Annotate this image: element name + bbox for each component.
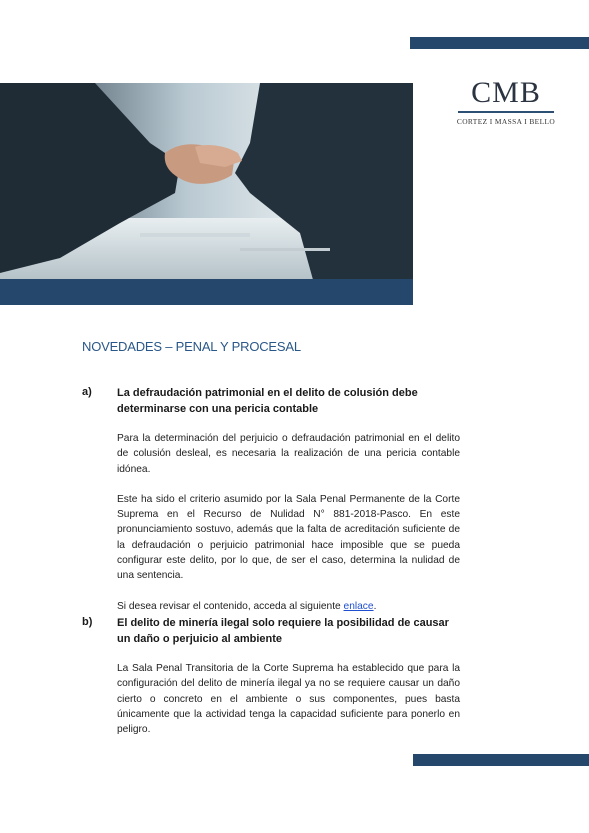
paragraph: Este ha sido el criterio asumido por la Sala Penal Permanente de la Corte Suprema en el Recurso de Nulidad N° 881-2018-Pasco. En este pronunciamiento sostuvo, además que la falta de acreditación suficiente de la defraudación o perjuicio patrimonial hace imposible que se pueda configurar este delito, por lo que, de ser el caso, determina la nulidad de una sentencia. bbox=[117, 493, 460, 582]
news-item-a bbox=[82, 386, 460, 614]
top-accent-bar bbox=[410, 37, 589, 49]
news-item-b bbox=[82, 616, 460, 737]
item-marker: b) bbox=[82, 616, 93, 628]
hero-band bbox=[0, 279, 413, 305]
logo-subtitle: CORTEZ I MASSA I BELLO bbox=[456, 117, 556, 126]
paragraph: La Sala Penal Transitoria de la Corte Suprema ha establecido que para la configuración del delito de minería ilegal ya no se requiere causar un daño cierto o concreto en el ambiente o sus componentes, pues basta únicamente que la actividad tenga la capacidad suficiente para ponerlo en peligro. bbox=[117, 663, 460, 736]
logo-rule bbox=[458, 111, 554, 113]
handshake-illustration bbox=[0, 83, 413, 305]
link-paragraph bbox=[117, 599, 460, 614]
handshake-photo bbox=[0, 83, 413, 305]
item-heading: El delito de minería ilegal solo requiere la posibilidad de causar un daño o perjuicio al ambiente bbox=[117, 617, 449, 645]
link-prefix: Si desea revisar el contenido, acceda al siguiente bbox=[117, 600, 344, 612]
bottom-accent-bar bbox=[413, 754, 589, 766]
content-link[interactable]: enlace bbox=[343, 600, 374, 612]
logo bbox=[456, 78, 556, 126]
link-suffix: . bbox=[373, 600, 377, 612]
item-heading: La defraudación patrimonial en el delito de colusión debe determinarse con una pericia contable bbox=[117, 387, 418, 415]
paragraph: Para la determinación del perjuicio o defraudación patrimonial en el delito de colusión desleal, es necesaria la realización de una pericia contable idónea. bbox=[117, 433, 460, 475]
section-title: NOVEDADES – PENAL Y PROCESAL bbox=[82, 339, 301, 354]
logo-mark: CMB bbox=[471, 76, 541, 109]
item-marker: a) bbox=[82, 386, 92, 398]
